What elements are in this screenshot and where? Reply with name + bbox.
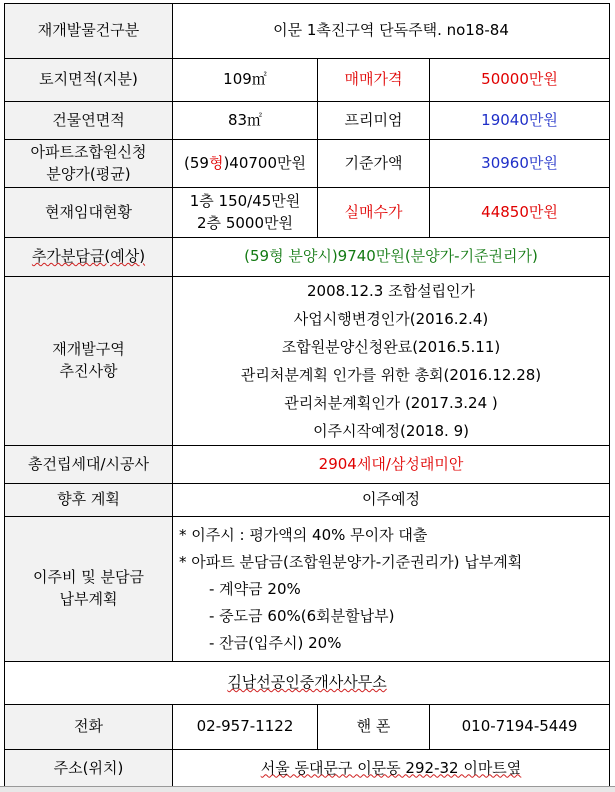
progress-item: 이주시작예정(2018. 9) <box>313 422 469 440</box>
address-value-text: 서울 동대문구 이문동 292-32 이마트옆 <box>260 758 522 777</box>
apartment-price-label-line2: 분양가(평균) <box>46 164 131 183</box>
row-office <box>5 662 610 705</box>
classification-value: 이문 1촉진구역 단독주택. no18-84 <box>173 4 610 59</box>
phone-label: 전화 <box>5 705 173 750</box>
row-address <box>5 750 610 788</box>
row-classification <box>5 4 610 59</box>
mobile-value: 010-7194-5449 <box>430 705 610 750</box>
payment-plan-line: - 잔금(입주시) 20% <box>209 633 342 652</box>
rental-label: 현재임대현황 <box>5 188 173 238</box>
land-area-label: 토지면적(지분) <box>5 59 173 102</box>
bottom-divider <box>0 786 615 792</box>
premium-value: 19040만원 <box>430 102 610 140</box>
apartment-price-value <box>173 140 318 188</box>
rental-floor2: 2층 5000만원 <box>197 213 293 232</box>
address-value <box>173 750 610 788</box>
payment-plan-line: * 이주시 : 평가액의 40% 무이자 대출 <box>179 525 428 544</box>
base-price-label: 기준가액 <box>318 140 430 188</box>
property-info-table <box>4 3 610 788</box>
row-building-area <box>5 102 610 140</box>
progress-label-line1: 재개발구역 <box>52 340 125 359</box>
progress-item: 2008.12.3 조합설립인가 <box>306 282 476 300</box>
payment-plan-list <box>173 517 610 662</box>
progress-item: 관리처분계획인가 (2017.3.24 ) <box>284 394 498 412</box>
classification-label: 재개발물건구분 <box>5 4 173 59</box>
row-land-area <box>5 59 610 102</box>
sale-price-value: 50000만원 <box>430 59 610 102</box>
row-progress <box>5 277 610 446</box>
future-plan-label: 향후 계획 <box>5 484 173 517</box>
future-plan-value: 이주예정 <box>173 484 610 517</box>
phone-value: 02-957-1122 <box>173 705 318 750</box>
payment-plan-line: - 중도금 60%(6회분할납부) <box>209 606 395 625</box>
additional-charge-value: (59형 분양시)9740만원(분양가-기준권리가) <box>173 238 610 277</box>
office-name-text: 김남선공인중개사사무소 <box>227 673 387 692</box>
premium-label: 프리미엄 <box>318 102 430 140</box>
payment-plan-line: - 계약금 20% <box>209 579 301 598</box>
households-label: 총건립세대/시공사 <box>5 446 173 484</box>
address-label: 주소(위치) <box>5 750 173 788</box>
row-households <box>5 446 610 484</box>
apartment-price-label <box>5 140 173 188</box>
row-contact <box>5 705 610 750</box>
office-name <box>5 662 610 705</box>
additional-charge-label-text: 추가분담금(예상) <box>31 247 146 266</box>
apartment-price-suffix: )40700만원 <box>223 153 306 172</box>
row-future-plan <box>5 484 610 517</box>
progress-item: 조합원분양신청완료(2016.5.11) <box>281 338 501 356</box>
apartment-price-prefix: (59 <box>183 153 209 172</box>
building-area-label: 건물연면적 <box>5 102 173 140</box>
base-price-value: 30960만원 <box>430 140 610 188</box>
payment-plan-label-line1: 이주비 및 분담금 <box>33 568 144 587</box>
row-additional-charge <box>5 238 610 277</box>
land-area-value: 109㎡ <box>173 59 318 102</box>
apartment-price-type: 형 <box>208 153 224 172</box>
row-apartment-price <box>5 140 610 188</box>
building-area-value: 83㎡ <box>173 102 318 140</box>
progress-label-line2: 추진사항 <box>59 362 118 380</box>
progress-list <box>173 277 610 446</box>
actual-purchase-label: 실매수가 <box>318 188 430 238</box>
mobile-label: 핸 폰 <box>318 705 430 750</box>
actual-purchase-value: 44850만원 <box>430 188 610 238</box>
rental-value <box>173 188 318 238</box>
progress-label <box>5 277 173 446</box>
apartment-price-label-line1: 아파트조합원신청 <box>30 142 147 161</box>
payment-plan-label <box>5 517 173 662</box>
payment-plan-line: * 아파트 분담금(조합원분양가-기준권리가) 납부계획 <box>179 552 523 571</box>
row-payment-plan <box>5 517 610 662</box>
sale-price-label: 매매가격 <box>318 59 430 102</box>
rental-floor1: 1층 150/45만원 <box>189 191 301 210</box>
row-rental <box>5 188 610 238</box>
progress-item: 사업시행변경인가(2016.2.4) <box>293 310 489 328</box>
households-value: 2904세대/삼성래미안 <box>173 446 610 484</box>
progress-item: 관리처분계획 인가를 위한 총회(2016.12.28) <box>240 366 542 384</box>
payment-plan-label-line2: 납부계획 <box>59 590 118 608</box>
additional-charge-label <box>5 238 173 277</box>
